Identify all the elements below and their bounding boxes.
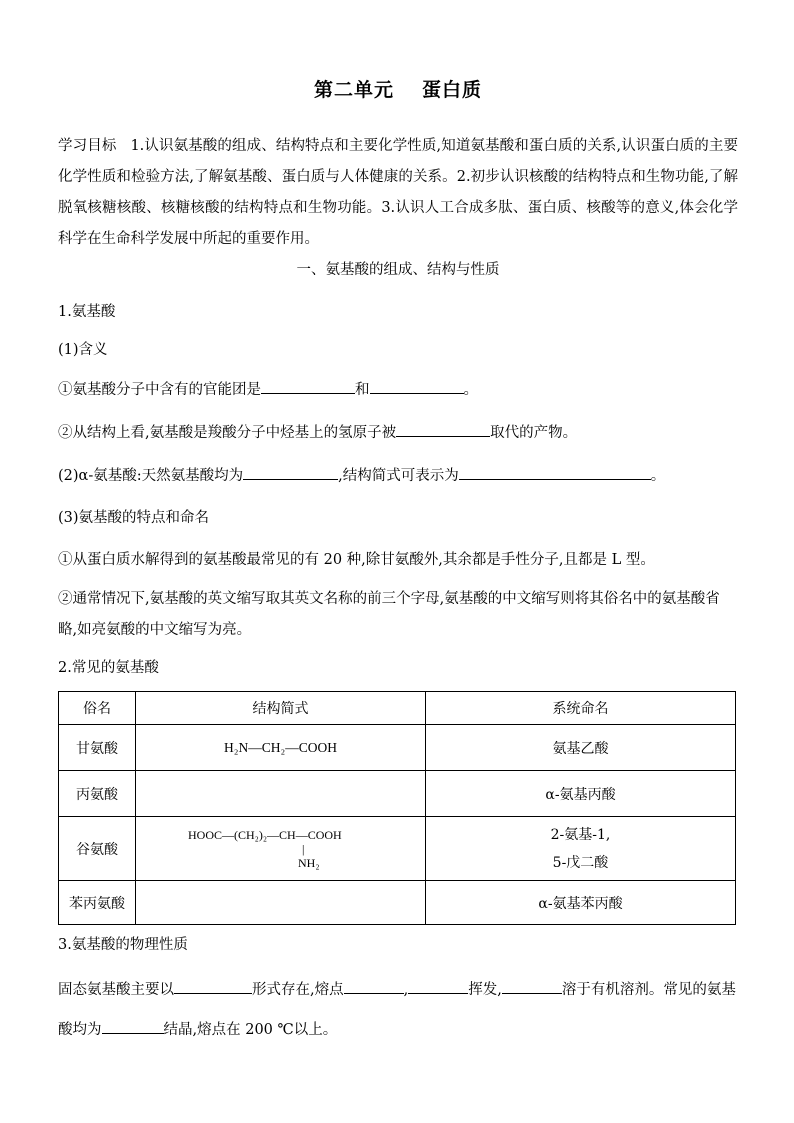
cell-common-name: 甘氨酸 (59, 725, 136, 771)
feature-2: ②通常情况下,氨基酸的英文缩写取其英文名称的前三个字母,氨基酸的中文缩写则将其俗名中的氨基酸省略,如亮氨酸的中文缩写为亮。 (58, 591, 720, 638)
heading-physical-properties: 3.氨基酸的物理性质 (58, 937, 188, 953)
cell-system-name: α-氨基丙酸 (426, 771, 736, 817)
document-page (58, 70, 738, 1050)
title-part2: 蛋白质 (422, 79, 483, 101)
blank-melting-point[interactable] (344, 978, 404, 994)
heading-amino-acid: 1.氨基酸 (58, 304, 116, 320)
column-header: 结构简式 (136, 692, 426, 725)
formula-bond: | (302, 841, 305, 856)
feature-1: ①从蛋白质水解得到的氨基酸最常见的有 20 种,除甘氨酸外,其余都是手性分子,且都是 L 型。 (58, 552, 655, 568)
goals-text: 1.认识氨基酸的组成、结构特点和主要化学性质,知道氨基酸和蛋白质的关系,认识蛋白质的主要化学性质和检验方法,了解氨基酸、蛋白质与人体健康的关系。2.初步认识核酸的结构特点和生物功能,了解脱氧核糖核酸、核糖核酸的结构特点和生物功能。3.认识人工合成多肽、蛋白质、核酸等的意义,体会化学科学在生命科学发展中所起的重要作用。 (58, 138, 738, 247)
cell-common-name: 苯丙氨酸 (59, 881, 136, 925)
table-row (59, 771, 736, 817)
table-row (59, 725, 736, 771)
table-header-row (59, 692, 736, 725)
cell-system-name: α-氨基苯丙酸 (426, 881, 736, 925)
title-part1: 第二单元 (313, 79, 394, 101)
cell-system-name: 2-氨基-1, 5-戊二酸 (426, 817, 736, 881)
cell-system-name: 氨基乙酸 (426, 725, 736, 771)
column-header: 系统命名 (426, 692, 736, 725)
alpha-amino-acid-line: (2)α-氨基酸:天然氨基酸均为 ,结构简式可表示为 。 (58, 464, 738, 486)
meaning-line-2: ②从结构上看,氨基酸是羧酸分子中烃基上的氢原子被 取代的产物。 (58, 421, 738, 443)
blank-functional-group-2[interactable] (370, 378, 464, 394)
cell-formula (136, 881, 426, 925)
formula-amino-group: NH₂ (298, 855, 320, 870)
blank-crystal-color[interactable] (102, 1018, 164, 1034)
blank-substituent[interactable] (396, 421, 490, 437)
goals-lead: 学习目标 (58, 138, 117, 154)
table-row (59, 881, 736, 925)
blank-solubility[interactable] (502, 978, 562, 994)
cell-formula (136, 771, 426, 817)
cell-common-name: 丙氨酸 (59, 771, 136, 817)
cell-formula: H₂N—CH₂—COOH (136, 725, 426, 771)
cell-common-name: 谷氨酸 (59, 817, 136, 881)
table-row (59, 817, 736, 881)
heading-common-amino-acids: 2.常见的氨基酸 (58, 660, 159, 676)
column-header: 俗名 (59, 692, 136, 725)
physical-properties-text: 固态氨基酸主要以 形式存在,熔点 , 挥发, 溶于有机溶剂。常见的氨基酸均为 结晶,熔点在 200 ℃以上。 (58, 970, 738, 1050)
amino-acid-table (58, 691, 736, 925)
section-heading: 一、氨基酸的组成、结构与性质 (296, 262, 500, 278)
formula-main-chain: HOOC—(CH₂)₂—CH—COOH (188, 827, 342, 842)
page-title (58, 70, 738, 110)
blank-alpha-type[interactable] (243, 464, 338, 480)
meaning-line-1: ①氨基酸分子中含有的官能团是 和 。 (58, 378, 738, 400)
heading-features: (3)氨基酸的特点和命名 (58, 510, 210, 526)
learning-goals (58, 131, 738, 255)
blank-functional-group-1[interactable] (261, 378, 355, 394)
blank-volatility[interactable] (408, 978, 468, 994)
heading-meaning: (1)含义 (58, 342, 108, 358)
cell-formula-glutamic (136, 817, 426, 881)
blank-existence-form[interactable] (174, 978, 252, 994)
blank-general-formula[interactable] (459, 464, 651, 480)
